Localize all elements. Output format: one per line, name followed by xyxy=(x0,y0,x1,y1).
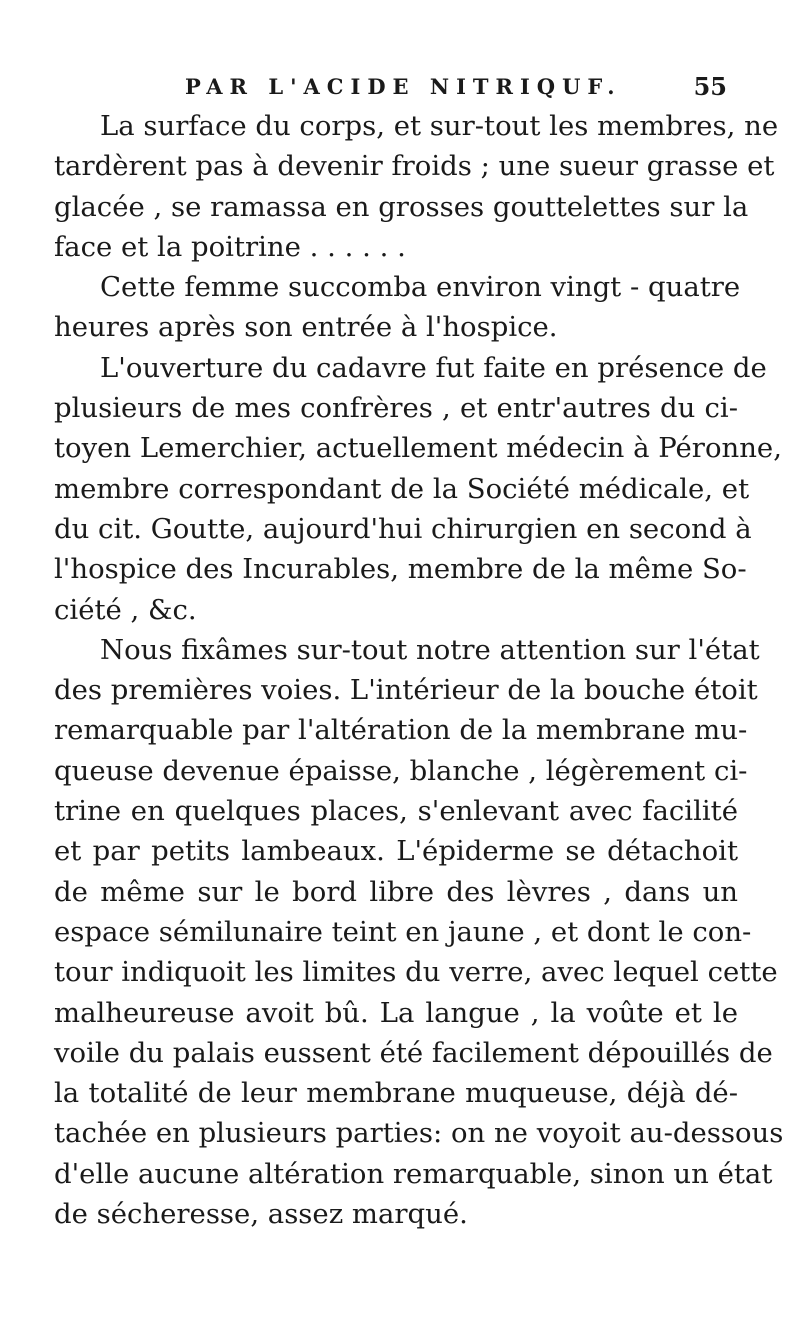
text-line: L'ouverture du cadavre fut faite en présence de xyxy=(100,351,767,384)
text-line: des premières voies. L'intérieur de la bouche étoit xyxy=(54,674,758,707)
text-line: remarquable par l'altération de la membrane mu- xyxy=(54,714,748,747)
text-line: voile du palais eussent été facilement dépouillés de xyxy=(54,1036,773,1069)
text-line: tour indiquoit les limites du verre, avec lequel cette xyxy=(54,956,778,989)
text-line: queuse devenue épaisse, blanche , légèrement ci- xyxy=(54,754,748,787)
text-line: membre correspondant de la Société médicale, et xyxy=(54,472,750,505)
text-line: ciété , &c. xyxy=(54,593,197,626)
text-line: et par petits lambeaux. L'épiderme se détachoit xyxy=(54,835,738,868)
text-line: Nous fixâmes sur-tout notre attention sur l'état xyxy=(100,633,760,666)
text-line: plusieurs de mes confrères , et entr'autres du ci- xyxy=(54,392,738,425)
text-line: d'elle aucune altération remarquable, sinon un état xyxy=(54,1157,773,1190)
text-line: de sécheresse, assez marqué. xyxy=(54,1198,468,1231)
text-line: la totalité de leur membrane muqueuse, déjà dé- xyxy=(54,1077,738,1110)
text-line: glacée , se ramassa en grosses gouttelettes sur la xyxy=(54,190,749,223)
text-line: heures après son entrée à l'hospice. xyxy=(54,311,558,344)
text-line: Cette femme succomba environ vingt - quatre xyxy=(100,271,741,304)
text-line: espace sémilunaire teint en jaune , et dont le con- xyxy=(54,915,752,948)
text-line: malheureuse avoit bû. La langue , la voûte et le xyxy=(54,996,738,1029)
text-line: face et la poitrine . . . . . . xyxy=(54,230,406,263)
body-text xyxy=(54,106,784,1234)
text-line: l'hospice des Incurables, membre de la même So- xyxy=(54,553,747,586)
text-line: La surface du corps, et sur-tout les membres, ne xyxy=(100,110,779,142)
text-line: toyen Lemerchier, actuellement médecin à Péronne, xyxy=(54,432,782,465)
running-head: PAR L'ACIDE NITRIQUF. xyxy=(185,74,622,99)
text-line: de même sur le bord libre des lèvres , dans un xyxy=(54,875,738,908)
page-number: 55 xyxy=(693,72,727,101)
text-line: du cit. Goutte, aujourd'hui chirurgien en second à xyxy=(54,512,752,545)
text-line: trine en quelques places, s'enlevant avec facilité xyxy=(54,795,738,828)
text-line: tardèrent pas à devenir froids ; une sueur grasse et xyxy=(54,150,775,183)
text-line: tachée en plusieurs parties: on ne voyoit au-dessous xyxy=(54,1117,784,1150)
